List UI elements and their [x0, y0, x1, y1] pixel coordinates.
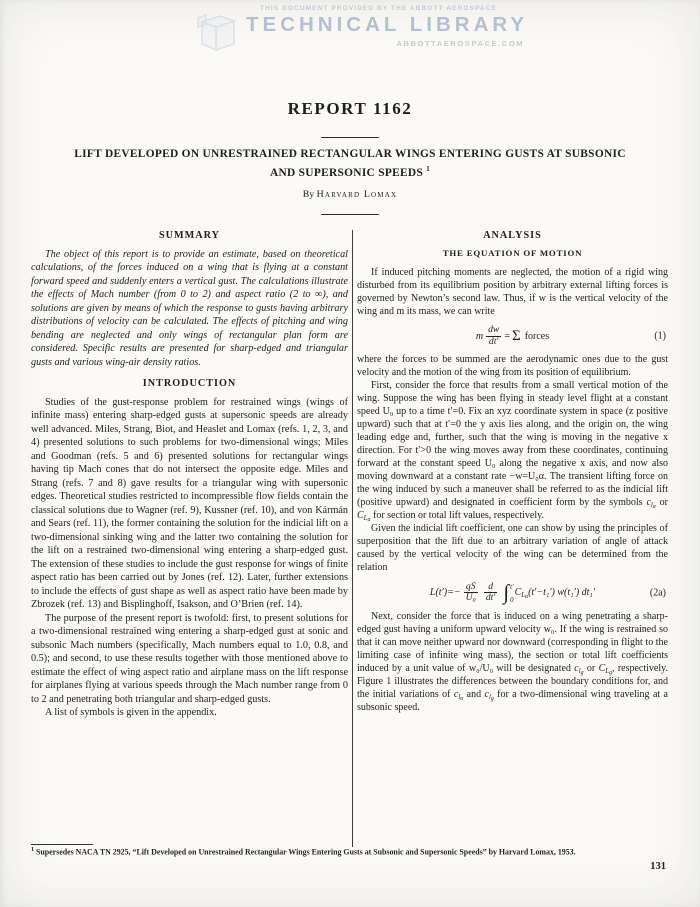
eq1-numerator: dw — [488, 324, 500, 335]
footnote-text: Supersedes NACA TN 2925, “Lift Developed on Unrestrained Rectangular Wings Entering Gusts at Subsonic and Supersonic Speeds” by Harvard Lomax, 1953. — [34, 847, 576, 857]
and-connector: and — [463, 689, 485, 701]
clg-coefficient-symbol: $c_{l_g}$ — [574, 663, 584, 677]
byline — [0, 189, 700, 200]
eq2-frac1-numerator: qS — [464, 582, 478, 594]
CLg-coefficient-symbol: $C_{L_g}$ — [598, 663, 612, 677]
eq2-lhs: L(t′)=− — [429, 587, 461, 599]
integral-sign-icon: ∫ — [503, 580, 510, 605]
watermark-title[interactable]: TECHNICAL LIBRARY — [246, 13, 529, 36]
eq2-derivative-fraction — [484, 582, 498, 604]
byline-prefix: By — [302, 189, 317, 200]
analysis-paragraph-3 — [357, 379, 668, 522]
sigma-summation-icon: Σ — [511, 327, 521, 344]
watermark-url[interactable]: ABBOTTAEROSPACE.COM — [396, 39, 525, 48]
title-footnote-marker: 1 — [426, 164, 431, 173]
introduction-heading: INTRODUCTION — [142, 378, 237, 389]
report-title-line1: LIFT DEVELOPED ON UNRESTRAINED RECTANGULAR WINGS ENTERING GUSTS AT SUBSONIC — [74, 148, 626, 160]
equation-2a — [357, 581, 668, 604]
eq1-mass-symbol: m — [475, 330, 484, 342]
eq2-frac2-numerator: d — [484, 582, 498, 594]
watermark-provider-line: THIS DOCUMENT PROVIDED BY THE ABBOTT AEROSPACE — [260, 5, 497, 12]
equation-of-motion-heading: THE EQUATION OF MOTION — [442, 248, 583, 258]
analysis-heading: ANALYSIS — [483, 230, 542, 241]
paragraph-5-text-a: Next, consider the force that is induced on a wing penetrating a sharp-edged gust having a uniform upward velocity w₀. If the wing is restrained so that it can move neither upward nor downward (corresponding in flight to the limiting case of infinite wing mass), the section or total lift coefficients induced by a unit value of w₀/U₀ will be designated — [357, 611, 668, 675]
analysis-paragraph-2: where the forces to be summed are the aerodynamic ones due to the gust velocity and the motion of the wing from its position of equilibrium. — [357, 354, 668, 379]
watermark-text-block — [246, 5, 528, 48]
integral-symbol — [503, 581, 513, 604]
title-rule — [321, 137, 379, 138]
eq1-derivative-fraction — [486, 325, 501, 347]
eq2-qs-fraction — [464, 582, 478, 604]
eq1-forces-label: forces — [524, 330, 550, 342]
integral-lower-limit: 0 — [510, 597, 514, 605]
left-column — [31, 227, 348, 847]
byline-rule — [321, 214, 379, 215]
footnote-rule — [31, 844, 93, 845]
integral-upper-limit: t′ — [510, 584, 514, 592]
watermark-header — [196, 5, 528, 56]
CLa-coefficient-symbol: $C_{L_\alpha}$ — [357, 510, 371, 524]
cla-coefficient-symbol: $c_{l_\alpha}$ — [646, 497, 656, 511]
clg-coefficient-symbol: $c_{l_g}$ — [484, 689, 494, 703]
eq2-frac1-denominator: U₀ — [465, 592, 476, 604]
page-number: 131 — [650, 861, 666, 872]
footnote — [31, 847, 670, 857]
right-column — [357, 227, 668, 847]
eq1-number: (1) — [654, 330, 666, 342]
footnote-marker: 1 — [31, 847, 34, 853]
paragraph-3-tail: for section or total lift values, respectively. — [370, 510, 544, 522]
equation-1 — [357, 325, 668, 347]
report-title-line2-text: AND SUPERSONIC SPEEDS — [269, 166, 424, 179]
summary-paragraph: The object of this report is to provide an estimate, based on theoretical calculations, of the forces induced on a wing that is flying at a constant forward speed and suddenly enters a vertical gust. The calculations illustrate the effects of Mach number (from 0 to 2) and aspect ratio (2 to ∞), and solutions are given by means of which the response to gusts having arbitrary distributions of velocity can be calculated. The effects of pitching and wing bending are neglected and only wings of rectangular plan form are considered. Specific results are presented for sharp-edged and triangular gusts and various wing-air density ratios. — [31, 248, 348, 368]
author-name: Harvard Lomax — [316, 189, 398, 200]
or-connector: or — [583, 663, 599, 675]
report-title-line2 — [30, 162, 670, 180]
column-divider-rule — [352, 230, 353, 847]
or-connector: or — [655, 497, 668, 509]
introduction-paragraph-3: A list of symbols is given in the appendix. — [45, 707, 217, 718]
analysis-paragraph-5 — [357, 610, 668, 714]
paragraph-5-text-c: for a two-dimensional wing traveling at a subsonic speed. — [357, 689, 668, 714]
analysis-paragraph-4: Given the indicial lift coefficient, one can show by using the principles of superposition that the lift due to an arbitrary variation of angle of attack caused by the vertical velocity of the wing can be determined from the relation — [357, 523, 668, 574]
eq2-integrand-tail: (t′−t₁′) w(t₁′) dt₁′ — [528, 587, 596, 599]
paragraph-5-text-b: , respectively. Figure 1 illustrates the differences between the boundary conditions for, and the initial variations of — [357, 663, 668, 701]
eq2-number: (2a) — [649, 587, 666, 599]
cla-coefficient-symbol: $c_{l_\alpha}$ — [453, 689, 464, 703]
report-title — [30, 147, 670, 180]
introduction-paragraph-1: Studies of the gust-response problem for restrained wings (wings of infinite mass) entering sharp-edged gusts at supersonic speeds are already well advanced. Miles, Strang, Biot, and Heaslet and Lomax (refs. 1, 2, 3, and 4) presented solutions to such problems for two-dimensional wings; Miles and Goodman (refs. 5 and 6) presented solutions for rectangular wings having tip Mach cones that do not intersect the opposite edge. Miles and Strang (refs. 7 and 8) gave results for a triangular wing with supersonic edges. Theoretical studies restricted to incompressible flow fields contain the classical solutions due to Wagner (ref. 9), Kussner (ref. 10), and von Kármán and Sears (ref. 11), the former containing the solution for the indicial lift on a two-dimensional sinking wing and the latter two containing the solution for the lift on a restrained two-dimensional wing entering a sharp-edged gust. The extension of these studies to include the gust response for wings of finite aspect ratio has been carried out by Jones (ref. 12). Later, further extensions to include the effects of gust shape as well as aspect ratio have been made by Zbrozek (ref. 13) and Bisplinghoff, Isakson, and O’Brien (ref. 14). — [31, 396, 348, 610]
abbott-aerospace-cube-icon — [196, 8, 238, 56]
eq1-denominator: dt′ — [488, 335, 499, 347]
analysis-paragraph-1: If induced pitching moments are neglected, the motion of a rigid wing disturbed from its equilibrium position by arbitrary external lifting forces is governed by Newton’s second law. Thus, if w is the vertical velocity of the wing and m its mass, we can write — [357, 267, 668, 317]
two-column-body — [31, 227, 669, 847]
paragraph-3-text: First, consider the force that results from a small vertical motion of the wing. Suppose the wing has been flying in steady level flight at a constant speed U₀ up to a time t′=0. Fix an xyz coordinate system in space (z positive upward) such that at t′=0 the y axis lies along, and the origin on, the wing leading edge and, further, such that the wing is moving in the negative x direction. For t′>0 the wing moves away from these coordinates, continuing forward at the constant speed U₀ along the negative x axis, and now also moving downward at a constant rate −w=U₀α. The transient lifting force on the wing induced by such a maneuver shall be referred to as the indicial lift (positive upward) and designated in coefficient form by the symbols — [357, 380, 668, 509]
summary-heading: SUMMARY — [159, 230, 220, 241]
CLa-coefficient-symbol: $C_{L_\alpha}$ — [514, 587, 529, 601]
introduction-paragraph-2: The purpose of the present report is twofold: first, to present solutions for a two-dimensional restrained wing entering a sharp-edged gust at sonic and subsonic Mach numbers (specifically, Mach numbers equal to 1.0, 0.8, and 0.5); and second, to use these results together with those mentioned above to estimate the effect of wing aspect ratio and airplane mass on the lift response for airplanes flying at various speeds through the Mach number range from 0 to 2 and penetrating both triangular and sharp-edged gusts. — [31, 612, 348, 705]
eq2-frac2-denominator: dt′ — [485, 592, 496, 604]
report-number: REPORT 1162 — [287, 99, 413, 118]
eq1-equals-sign: = — [504, 330, 510, 342]
